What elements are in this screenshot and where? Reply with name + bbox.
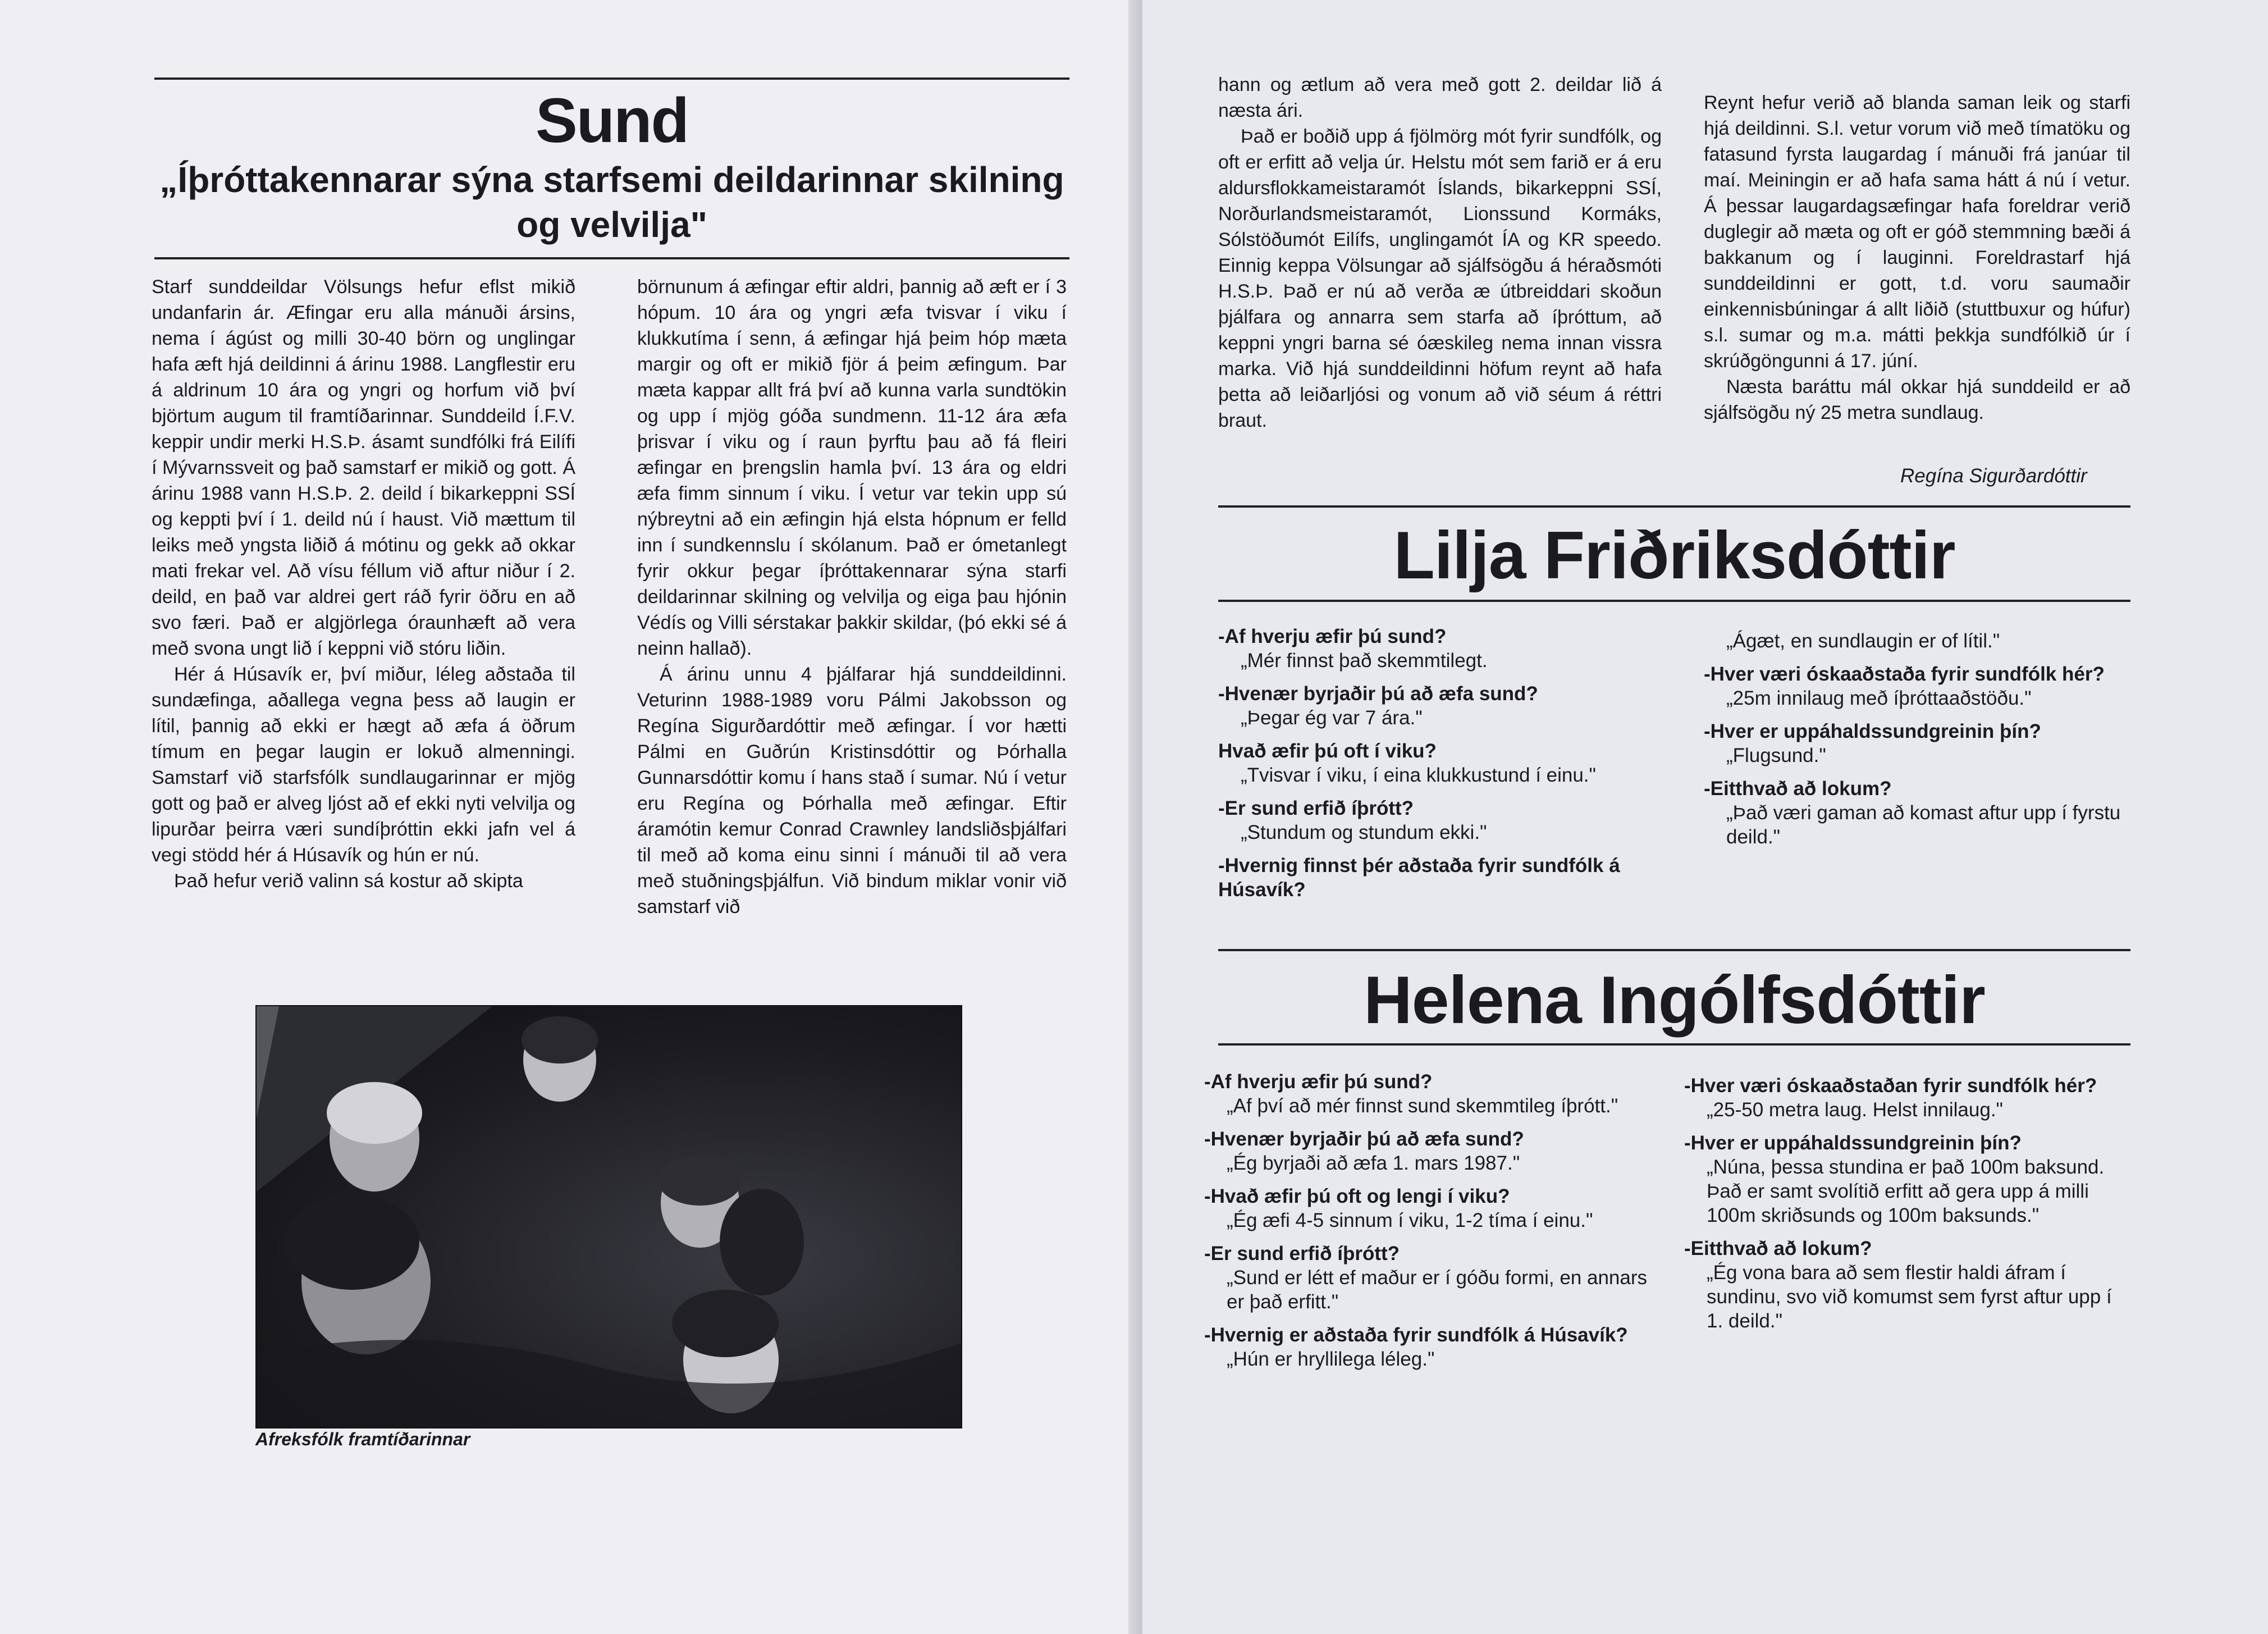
lilja-top-rule: [1218, 505, 2130, 508]
article-signature: Regína Sigurðardóttir: [1900, 465, 2087, 487]
helena-top-rule: [1218, 949, 2130, 951]
interview-question: -Hver er uppáhaldssundgreinin þín?: [1704, 720, 2041, 742]
interview-answer: „Tvisvar í viku, í eina klukkustund í einu.": [1241, 764, 1596, 786]
interview-answer: „Stundum og stundum ekki.": [1241, 821, 1487, 843]
interview-answer: „Þegar ég var 7 ára.": [1241, 707, 1423, 729]
interview-answer: „Núna, þessa stundina er það 100m baksund. Það er samt svolítið erfitt að gera upp á milli 100m skriðsunds og 100m baksunds.": [1707, 1156, 2105, 1226]
interview-question: -Hvernig er aðstaða fyrir sundfólk á Húsavík?: [1204, 1324, 1628, 1346]
interview-answer: „Sund er létt ef maður er í góðu formi, en annars er það erfitt.": [1227, 1267, 1647, 1313]
interview-answer: „Það væri gaman að komast aftur upp í fyrstu deild.": [1726, 802, 2121, 848]
paragraph: Það hefur verið valinn sá kostur að skipta: [174, 870, 523, 892]
article-column-2: [637, 274, 1067, 920]
swimmers-photo: [255, 1005, 962, 1428]
photo-caption: Afreksfólk framtíðarinnar: [255, 1429, 470, 1449]
lilja-name: Lilja Friðriksdóttir: [1393, 518, 1955, 593]
interview-question: -Eitthvað að lokum?: [1684, 1238, 1872, 1259]
lilja-interview-right: [1704, 629, 2130, 849]
article-column-1: [152, 274, 575, 894]
article-column-4: [1704, 90, 2130, 426]
article-subheadline: „Íþróttakennarar sýna starfsemi deildarinnar skilning og velvilja": [159, 159, 1064, 245]
right-page: [1142, 0, 2268, 1634]
interview-question: Hvað æfir þú oft í viku?: [1218, 740, 1437, 762]
lilja-interview-left: [1218, 624, 1662, 902]
interview-answer: „Flugsund.": [1726, 745, 1826, 766]
article-column-3: [1218, 72, 1662, 433]
interview-question: -Er sund erfið íþrótt?: [1218, 797, 1414, 819]
paragraph: Hér á Húsavík er, því miður, léleg aðstaða til sundæfinga, aðallega vegna þess að laugin er lítil, þannig að ekki er hægt að æfa á öðrum tímum en þegar laugin er lokuð almenningi. Samstarf við starfsfólk sundlaugarinnar er mjög gott og það er alveg ljóst að ef ekki nyti velvilja og lipurðar þeirra væri sundíþróttin ekki jafn vel á vegi stödd hér á Húsavík og hún er nú.: [152, 664, 575, 866]
paragraph: Reynt hefur verið að blanda saman leik og starfi hjá deildinni. S.l. vetur vorum við með tímatöku og fatasund fyrsta laugardag í mánuði frá janúar til maí. Meiningin er að hafa sama hátt á nú í vetur. Á þessar laugardagsæfingar hafa foreldrar verið duglegir að mæta og oft er góð stemmning bæði á bakkanum og í lauginni. Foreldrastarf hjá sunddeildinni er gott, t.d. voru saumaðir einkennisbúningar á allt liðið (stuttbuxur og húfur) s.l. sumar og m.a. mátti þekkja sundfólkið úr í skrúðgöngunni á 17. júní.: [1704, 92, 2130, 372]
paragraph: Næsta baráttu mál okkar hjá sunddeild er að sjálfsögðu ný 25 metra sundlaug.: [1704, 376, 2130, 423]
top-rule: [154, 77, 1069, 80]
interview-question: -Hver væri óskaaðstaða fyrir sundfólk hér?: [1704, 663, 2105, 685]
paragraph: Starf sunddeildar Völsungs hefur eflst mikið undanfarin ár. Æfingar eru alla mánuði ársins, nema í ágúst og milli 30-40 börn og unglingar hafa æft hjá deildinni á árinu 1988. Langflestir eru á aldrinum 10 ára og yngri og horfum við því björtum augum til framtíðarinnar. Sunddeild Í.F.V. keppir undir merki H.S.Þ. ásamt sundfólki frá Eilífi í Mývarnssveit og það samstarf er mikið og gott. Á árinu 1988 vann H.S.Þ. 2. deild í bikarkeppni SSÍ og keppti því í 1. deild nú í haust. Við mættum til leiks með yngsta liðið á mótinu og gekk að okkar mati frekar vel. Að vísu féllum við aftur niður í 2. deild, en það var aldrei gert ráð fyrir öðru en að svo færi. Það er algjörlega óraunhæft að vera með svona ungt lið í keppni við stóru liðin.: [152, 276, 575, 659]
helena-bottom-rule: [1218, 1043, 2130, 1046]
helena-name: Helena Ingólfsdóttir: [1364, 962, 1985, 1038]
interview-question: -Er sund erfið íþrótt?: [1204, 1243, 1400, 1265]
interview-question: -Hver væri óskaaðstaðan fyrir sundfólk hér?: [1684, 1075, 2097, 1097]
paragraph: hann og ætlum að vera með gott 2. deildar lið á næsta ári.: [1218, 74, 1662, 121]
paragraph: Á árinu unnu 4 þjálfarar hjá sunddeildinni. Veturinn 1988-1989 voru Pálmi Jakobsson og Regína Sigurðardóttir með æfingar. Í vor hætti Pálmi en Guðrún Kristinsdóttir og Þórhalla Gunnarsdóttir komu í hans stað í sumar. Nú í vetur eru Regína og Þórhalla með æfingar. Eftir áramótin kemur Conrad Crawnley landsliðsþjálfari til með að koma einu sinni í mánuði til að vera með stuðningsþjálfun. Við bindum miklar vonir við samstarf við: [637, 664, 1067, 918]
interview-answer: „Ágæt, en sundlaugin er of lítil.": [1726, 630, 2000, 652]
helena-interview-right: [1684, 1074, 2128, 1333]
interview-answer: „25m innilaug með íþróttaaðstöðu.": [1726, 687, 2032, 709]
header-rule: [154, 257, 1069, 259]
paragraph: Það er boðið upp á fjölmörg mót fyrir sundfólk, og oft er erfitt að velja úr. Helstu mót sem farið er á eru aldursflokkameistaramót Íslands, bikarkeppni SSÍ, Norðurlandsmeistaramót, Lionssund Kormáks, Sólstöðumót Eilífs, unglingamót ÍA og KR speedo. Einnig keppa Völsungar að sjálfsögðu á héraðsmóti H.S.Þ. Það er nú að verða æ útbreiddari skoðun þjálfara og annarra sem starfa að íþróttum, að keppni yngri barna sé óæskileg nema innan vissra marka. Við hjá sunddeildinni höfum reynt að hafa þetta að leiðarljósi og vonum að við séum á réttri braut.: [1218, 126, 1662, 431]
helena-interview-left: [1204, 1070, 1659, 1371]
interview-question: -Hver er uppáhaldssundgreinin þín?: [1684, 1132, 2022, 1154]
interview-answer: „Mér finnst það skemmtilegt.: [1241, 650, 1488, 672]
interview-answer: „Ég æfi 4-5 sinnum í viku, 1-2 tíma í einu.": [1227, 1209, 1593, 1231]
article-headline: Sund: [536, 85, 688, 156]
interview-question: -Hvenær byrjaðir þú að æfa sund?: [1218, 683, 1538, 705]
interview-question: -Eitthvað að lokum?: [1704, 778, 1892, 800]
interview-question: -Hvenær byrjaðir þú að æfa sund?: [1204, 1128, 1524, 1150]
interview-answer: „25-50 metra laug. Helst innilaug.": [1707, 1099, 2003, 1121]
interview-answer: „Ég vona bara að sem flestir haldi áfram í sundinu, svo við komumst sem fyrst aftur upp í 1. deild.": [1707, 1262, 2112, 1332]
interview-answer: „Ég byrjaði að æfa 1. mars 1987.": [1227, 1152, 1520, 1174]
interview-question: -Hvað æfir þú oft og lengi í viku?: [1204, 1185, 1510, 1207]
interview-question: -Hvernig finnst þér aðstaða fyrir sundfólk á Húsavík?: [1218, 855, 1620, 901]
interview-answer: „Af því að mér finnst sund skemmtileg íþrótt.": [1227, 1095, 1618, 1117]
paragraph: börnunum á æfingar eftir aldri, þannig að æft er í 3 hópum. 10 ára og yngri æfa tvisvar í viku í klukkutíma í senn, á æfingar hjá þeim hóp mæta margir og oft er mikið fjör á þeim æfingum. Þar mæta kappar allt frá því að kunna varla sundtökin og upp í mjög góða sundmenn. 11-12 ára æfa þrisvar í viku og í raun þyrftu þau að fá fleiri æfingar en þrengslin hamla því. 13 ára og eldri æfa fimm sinnum í viku. Í vetur var tekin upp sú nýbreytni að ein æfingin hjá elsta hópnum er felld inn í sundkennslu í skólanum. Það er ómetanlegt fyrir okkur þegar íþróttakennarar sýna starfi deildarinnar skilning og velvilja og eiga þau hjónin Védís og Villi sérstakar þakkir skildar, (þó ekki sé á neinn hallað).: [637, 276, 1067, 659]
lilja-bottom-rule: [1218, 600, 2130, 602]
interview-question: -Af hverju æfir þú sund?: [1218, 626, 1447, 647]
interview-answer: „Hún er hryllilega léleg.": [1227, 1348, 1435, 1370]
interview-question: -Af hverju æfir þú sund?: [1204, 1071, 1433, 1093]
